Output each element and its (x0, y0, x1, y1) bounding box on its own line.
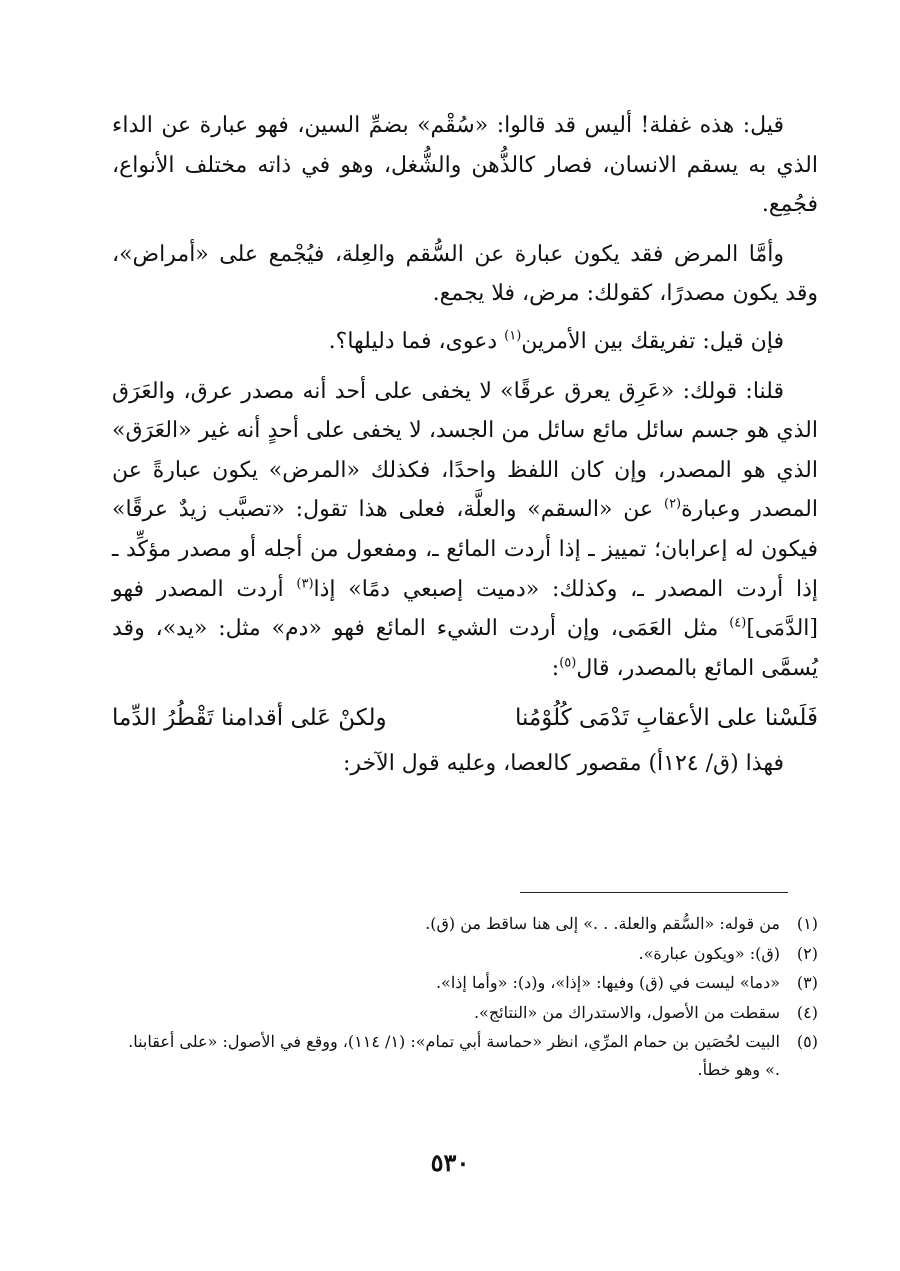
paragraph-4-text-d: مثل العَمَى، وإن أردت الشيء المائع فهو «دم» مثل: «يد»، وقد يُسمَّى المائع بالمصدر، قال (112, 616, 818, 681)
paragraph-4 (112, 372, 818, 689)
footnote-item (112, 1028, 818, 1083)
footnote-number: (٤) (796, 1002, 818, 1022)
paragraph-4-text-e: : (551, 655, 560, 681)
footnotes (112, 910, 818, 1085)
footnote-ref-4: (٤) (729, 615, 747, 631)
footnote-item (112, 969, 818, 997)
paragraph-1-text: قيل: هذه غفلة! أليس قد قالوا: «سُقْم» بضمِّ السين، فهو عبارة عن الداء الذي به يسقم الانسان، فصار كالذُّهن والشُّغل، وهو في ذاته مختلف الأنواع، فجُمِع. (112, 113, 818, 218)
page-number: ٥٣٠ (430, 1148, 470, 1177)
footnote-ref-2: (٢) (663, 497, 682, 513)
main-text (112, 106, 818, 784)
footnote-number: (٣) (796, 973, 818, 992)
footnote-item (112, 910, 818, 938)
verse-second-hemistich: ولكنْ عَلى أقدامنا تَقْطُرُ الدِّما (112, 705, 387, 732)
footnote-text: سقطت من الأصول، والاستدراك من «النتائج». (473, 1002, 780, 1022)
footnote-text: «دما» ليست في (ق) وفيها: «إذا»، و(د): «وأما إذا». (435, 973, 780, 992)
paragraph-2-text: وأمَّا المرض فقد يكون عبارة عن السُّقم والعِلة، فيُجْمع على «أمراض»، وقد يكون مصدرًا، كقولك: مرض، فلا يجمع. (112, 241, 818, 307)
paragraph-3 (112, 322, 818, 362)
footnote-item (112, 940, 818, 968)
paragraph-4-text-a: قلنا: قولك: «عَرِق يعرق عرقًا» لا يخفى على أحد أنه مصدر عرق، والعَرَق الذي هو جسم سائل مائع سائل من الجسد، لا يخفى على أحدٍ أنه غير «العَرَق» الذي هو المصدر، وإن كان اللفظ واحدًا، فكذلك «المرض» يكون عبارةً عن المصدر وعبارة (112, 378, 818, 523)
verse-first-hemistich: فَلَسْنا على الأعقابِ تَدْمَى كُلُوْمُنا (514, 705, 818, 732)
footnote-number: (٥) (796, 1032, 818, 1051)
footnote-ref-5: (٥) (559, 655, 577, 671)
footnote-text: البيت لحُصَين بن حمام المرِّي، انظر «حماسة أبي تمام»: (١/ ١١٤)، ووقع في الأصول: «على أعقابنا. .» وهو خطأ. (128, 1032, 780, 1079)
footnote-number: (١) (796, 914, 818, 933)
paragraph-5-text: فهذا (ق/ ١٢٤أ) مقصور كالعصا، وعليه قول الآخر: (343, 751, 784, 777)
paragraph-1 (112, 106, 818, 225)
poetry-verse (112, 698, 818, 738)
footnote-number: (٢) (796, 943, 818, 963)
paragraph-3-text-a: فإن قيل: تفريقك بين الأمرين (521, 328, 784, 354)
footnote-item (112, 999, 818, 1027)
footnote-ref-1: (١) (504, 328, 522, 344)
footnote-text: من قوله: «السُّقم والعلة. . .» إلى هنا ساقط من (ق). (425, 914, 780, 933)
paragraph-3-text-b: دعوى، فما دليلها؟. (328, 328, 505, 354)
footnote-separator (520, 892, 788, 893)
footnote-ref-3: (٣) (296, 576, 314, 592)
footnote-text: (ق): «ويكون عبارة». (638, 943, 780, 963)
paragraph-5 (112, 744, 818, 784)
paragraph-4-text-b: عن «السقم» والعلَّة، فعلى هذا تقول: «تصبَّب زيدٌ عرقًا» فيكون له إعرابان؛ تمييز ـ إذا أردت المائع ـ، ومفعول من أجله أو مصدر مؤكِّد ـ إذا أردت المصدر ـ، وكذلك: «دميت إصبعي دمًا» إذا (112, 497, 819, 602)
paragraph-4-text-c: أردت المصدر فهو [الدَّمَى] (112, 576, 818, 642)
paragraph-2 (112, 235, 818, 314)
